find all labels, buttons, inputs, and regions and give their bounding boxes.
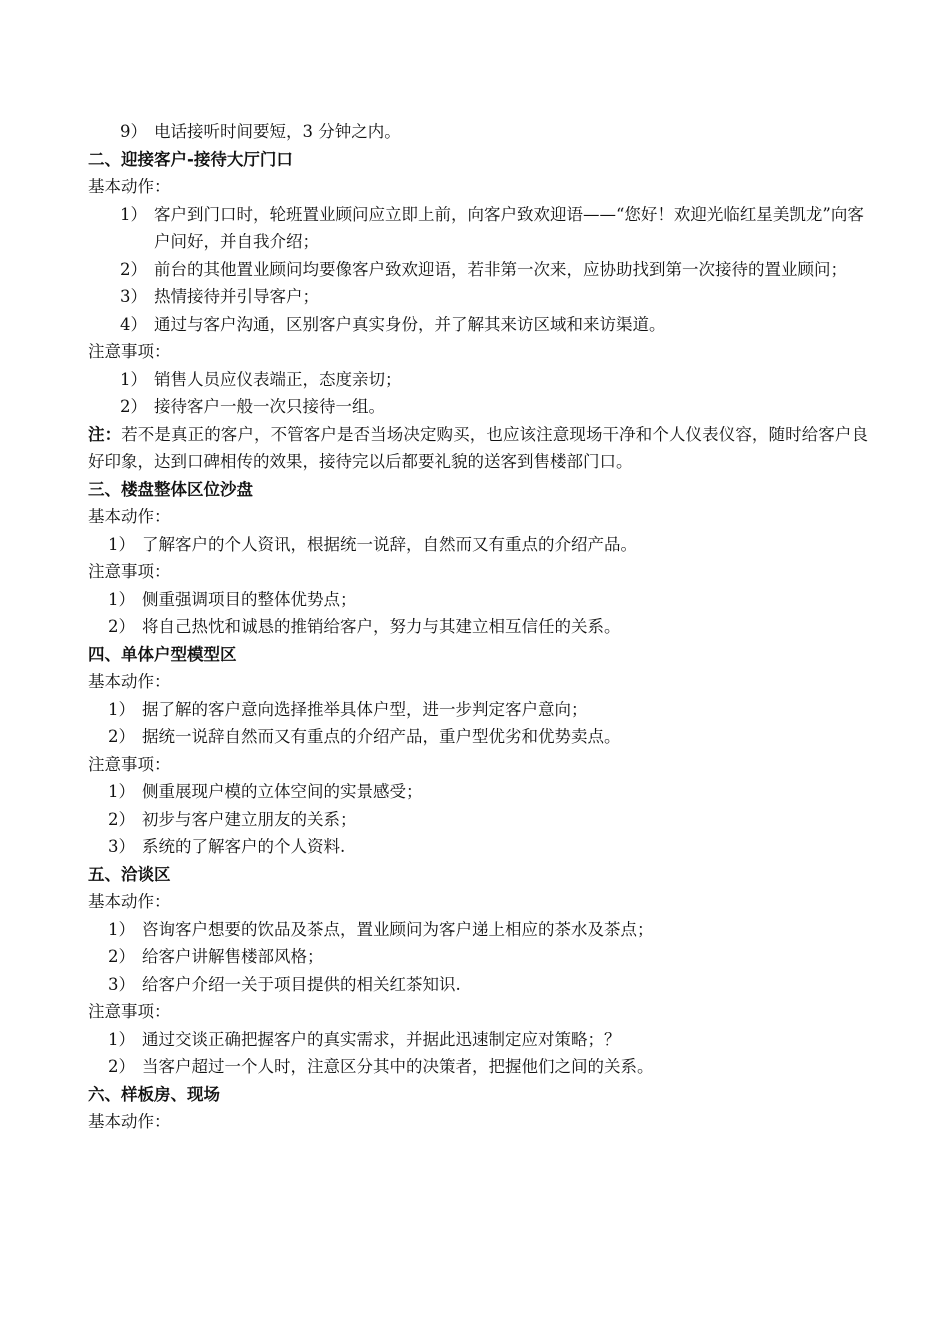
list-item — [88, 393, 868, 421]
item-text: 了解客户的个人资讯，根据统一说辞，自然而又有重点的介绍产品。 — [142, 534, 637, 554]
item-text: 通过与客户沟通，区别客户真实身份，并了解其来访区域和来访渠道。 — [154, 314, 666, 334]
notes-label: 注意事项： — [88, 1002, 171, 1021]
list-item — [88, 531, 868, 559]
item-number: 1） — [120, 369, 147, 389]
list-item — [88, 311, 868, 339]
list-item — [88, 283, 868, 311]
basic-actions-label: 基本动作： — [88, 177, 171, 196]
item-number: 1） — [108, 782, 135, 801]
basic-actions-label: 基本动作： — [88, 1112, 171, 1131]
item-number: 4） — [120, 314, 147, 334]
item-text: 据了解的客户意向选择推举具体户型，进一步判定客户意向； — [142, 699, 588, 719]
item-text: 前台的其他置业顾问均要像客户致欢迎语，若非第一次来，应协助找到第一次接待的置业顾问； — [154, 259, 847, 279]
item-number: 2） — [120, 397, 147, 416]
basic-actions-label: 基本动作： — [88, 672, 171, 691]
list-item — [88, 971, 868, 999]
item-text: 客户到门口时，轮班置业顾问应立即上前，向客户致欢迎语——“您好！欢迎光临红星美凯龙”向客户问好，并自我介绍； — [154, 204, 864, 251]
list-item — [88, 806, 868, 834]
item-number: 1） — [108, 589, 135, 609]
item-number: 2） — [108, 947, 135, 966]
item-number: 2） — [108, 727, 135, 746]
list-item — [88, 118, 868, 146]
notes-label: 注意事项： — [88, 342, 171, 361]
item-number: 1） — [108, 699, 135, 719]
list-item — [88, 613, 868, 641]
section-heading: 六、样板房、现场 — [88, 1084, 220, 1104]
basic-actions-label: 基本动作： — [88, 892, 171, 911]
list-item — [88, 256, 868, 284]
remark-text: 若不是真正的客户，不管客户是否当场决定购买，也应该注意现场干净和个人仪表仪容，随时给客户良好印象，达到口碑相传的效果，接待完以后都要礼貌的送客到售楼部门口。 — [88, 424, 869, 471]
list-item — [88, 833, 868, 861]
list-item — [88, 586, 868, 614]
section-heading: 二、迎接客户-接待大厅门口 — [88, 149, 293, 169]
item-text: 销售人员应仪表端正，态度亲切； — [154, 369, 402, 389]
item-text: 接待客户一般一次只接待一组。 — [154, 397, 385, 416]
item-text: 给客户讲解售楼部风格； — [142, 947, 324, 966]
item-number: 3） — [120, 287, 147, 306]
remark-label: 注： — [88, 424, 122, 444]
item-number: 9） — [120, 122, 147, 141]
item-number: 1） — [120, 204, 147, 224]
list-item — [88, 778, 868, 806]
item-text: 系统的了解客户的个人资料. — [142, 837, 346, 856]
item-text: 初步与客户建立朋友的关系； — [142, 809, 357, 829]
item-text: 电话接听时间要短，3 分钟之内。 — [154, 122, 401, 141]
item-number: 2） — [108, 1057, 135, 1076]
item-text: 当客户超过一个人时，注意区分其中的决策者，把握他们之间的关系。 — [142, 1057, 654, 1076]
list-item — [88, 723, 868, 751]
list-item — [88, 1026, 868, 1054]
remark-paragraph — [88, 421, 868, 476]
item-number: 2） — [108, 809, 135, 829]
item-text: 热情接待并引导客户； — [154, 287, 319, 306]
section-heading: 四、单体户型模型区 — [88, 644, 237, 664]
item-text: 给客户介绍一关于项目提供的相关红茶知识. — [142, 974, 461, 994]
list-item — [88, 916, 868, 944]
item-text: 侧重强调项目的整体优势点； — [142, 589, 357, 609]
section-heading: 五、洽谈区 — [88, 864, 171, 884]
item-number: 2） — [120, 259, 147, 279]
item-number: 3） — [108, 974, 135, 994]
item-number: 2） — [108, 617, 135, 636]
list-item — [88, 1053, 868, 1081]
list-item — [88, 366, 868, 394]
section-heading: 三、楼盘整体区位沙盘 — [88, 479, 253, 499]
notes-label: 注意事项： — [88, 562, 171, 581]
list-item — [88, 201, 868, 256]
item-text: 据统一说辞自然而又有重点的介绍产品，重户型优劣和优势卖点。 — [142, 727, 621, 746]
item-number: 3） — [108, 837, 135, 856]
item-text: 将自己热忱和诚恳的推销给客户，努力与其建立相互信任的关系。 — [142, 617, 621, 636]
item-number: 1） — [108, 1029, 135, 1049]
item-text: 通过交谈正确把握客户的真实需求，并据此迅速制定应对策略；？ — [142, 1029, 621, 1049]
item-text: 咨询客户想要的饮品及茶点，置业顾问为客户递上相应的茶水及茶点； — [142, 919, 654, 939]
item-number: 1） — [108, 919, 135, 939]
item-text: 侧重展现户模的立体空间的实景感受； — [142, 782, 423, 801]
document-page — [88, 118, 868, 1136]
item-number: 1） — [108, 534, 135, 554]
notes-label: 注意事项： — [88, 754, 171, 774]
list-item — [88, 943, 868, 971]
list-item — [88, 696, 868, 724]
basic-actions-label: 基本动作： — [88, 507, 171, 526]
